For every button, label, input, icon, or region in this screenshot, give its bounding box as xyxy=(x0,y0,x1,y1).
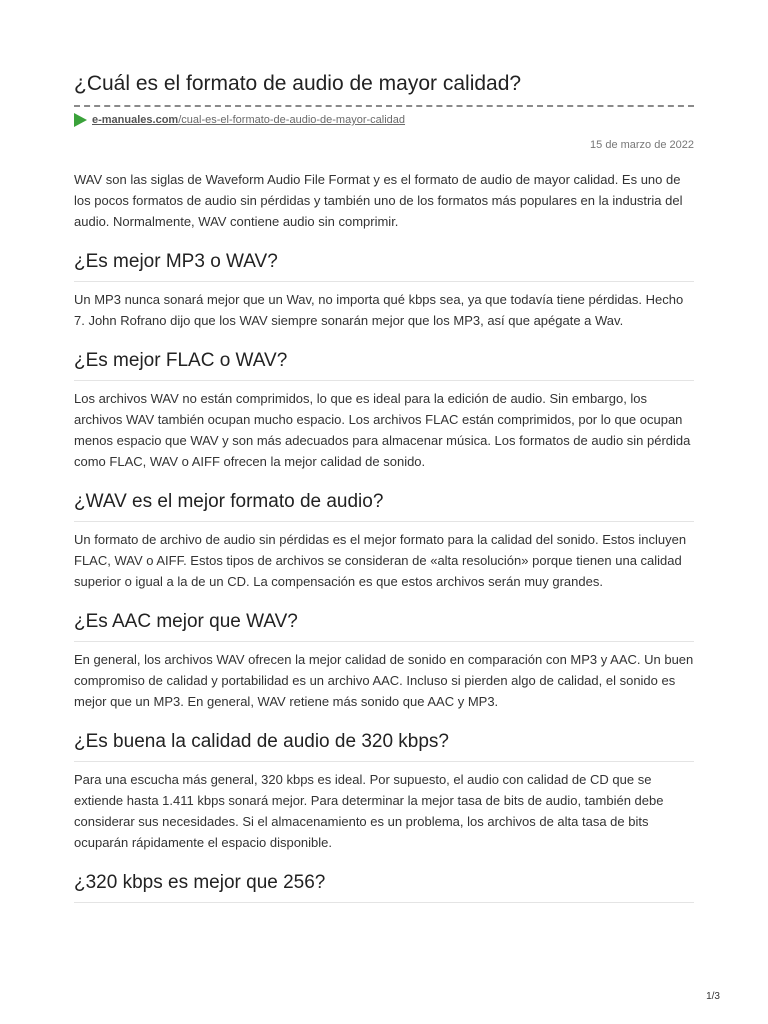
intro-block xyxy=(74,169,694,232)
section-320kbps-quality xyxy=(74,729,694,853)
section-paragraph: Un MP3 nunca sonará mejor que un Wav, no importa qué kbps sea, ya que todavía tiene pérdidas. Hecho 7. John Rofrano dijo que los WAV siempre sonarán mejor que los MP3, así que apégate a Wav. xyxy=(74,292,684,328)
section-heading: ¿Es buena la calidad de audio de 320 kbps? xyxy=(74,731,449,752)
section-divider xyxy=(74,380,694,381)
section-heading: ¿WAV es el mejor formato de audio? xyxy=(74,491,384,512)
section-divider xyxy=(74,641,694,642)
section-divider xyxy=(74,761,694,762)
section-paragraph: En general, los archivos WAV ofrecen la mejor calidad de sonido en comparación con MP3 y AAC. Un buen compromiso de calidad y portabilidad es un archivo AAC. Incluso si pierden algo de calidad, el sonido es mejor que un MP3. En general, WAV retiene más sonido que AAC y MP3. xyxy=(74,652,694,709)
section-heading: ¿320 kbps es mejor que 256? xyxy=(74,872,326,893)
section-paragraph: Para una escucha más general, 320 kbps es ideal. Por supuesto, el audio con calidad de CD que se extiende hasta 1.411 kbps sonará mejor. Para determinar la mejor tasa de bits de audio, también debe considerar sus necesidades. Si el almacenamiento es un problema, los archivos de alta tasa de bits ocuparán rápidamente el espacio disponible. xyxy=(74,772,664,850)
source-link[interactable] xyxy=(74,111,694,129)
intro-paragraph: WAV son las siglas de Waveform Audio File Format y es el formato de audio de mayor calidad. Es uno de los pocos formatos de audio sin pérdidas y también uno de los formatos más populares en la industria del audio. Normalmente, WAV contiene audio sin comprimir. xyxy=(74,172,683,229)
publish-date: 15 de marzo de 2022 xyxy=(590,139,694,151)
section-divider xyxy=(74,521,694,522)
section-mp3-vs-wav xyxy=(74,249,694,331)
section-heading: ¿Es mejor FLAC o WAV? xyxy=(74,350,288,371)
source-path[interactable]: /cual-es-el-formato-de-audio-de-mayor-calidad xyxy=(178,114,406,126)
article-page xyxy=(74,70,694,910)
section-divider xyxy=(74,281,694,282)
section-paragraph: Los archivos WAV no están comprimidos, lo que es ideal para la edición de audio. Sin embargo, los archivos WAV también ocupan mucho espacio. Los archivos FLAC están comprimidos, por lo que ocupan menos espacio que WAV y son más adecuados para almacenar música. Los formatos de audio sin pérdida como FLAC, WAV o AIFF ofrecen la mejor calidad de sonido. xyxy=(74,391,691,469)
section-heading: ¿Es mejor MP3 o WAV? xyxy=(74,251,278,272)
page-title: ¿Cuál es el formato de audio de mayor calidad? xyxy=(74,72,522,95)
title-divider xyxy=(74,105,694,107)
page-number: 1/3 xyxy=(706,991,720,1002)
section-320-vs-256 xyxy=(74,870,694,903)
section-aac-vs-wav xyxy=(74,609,694,712)
section-divider xyxy=(74,902,694,903)
section-paragraph: Un formato de archivo de audio sin pérdidas es el mejor formato para la calidad del sonido. Estos incluyen FLAC, WAV o AIFF. Estos tipos de archivos se consideran de «alta resolución» porque tienen una calidad superior o igual a la de un CD. La compensación es que estos archivos serán muy grandes. xyxy=(74,532,687,589)
section-heading: ¿Es AAC mejor que WAV? xyxy=(74,611,298,632)
source-domain[interactable]: e-manuales.com xyxy=(92,114,179,126)
section-wav-best-format xyxy=(74,489,694,592)
play-arrow-icon xyxy=(74,113,87,127)
section-flac-vs-wav xyxy=(74,348,694,472)
